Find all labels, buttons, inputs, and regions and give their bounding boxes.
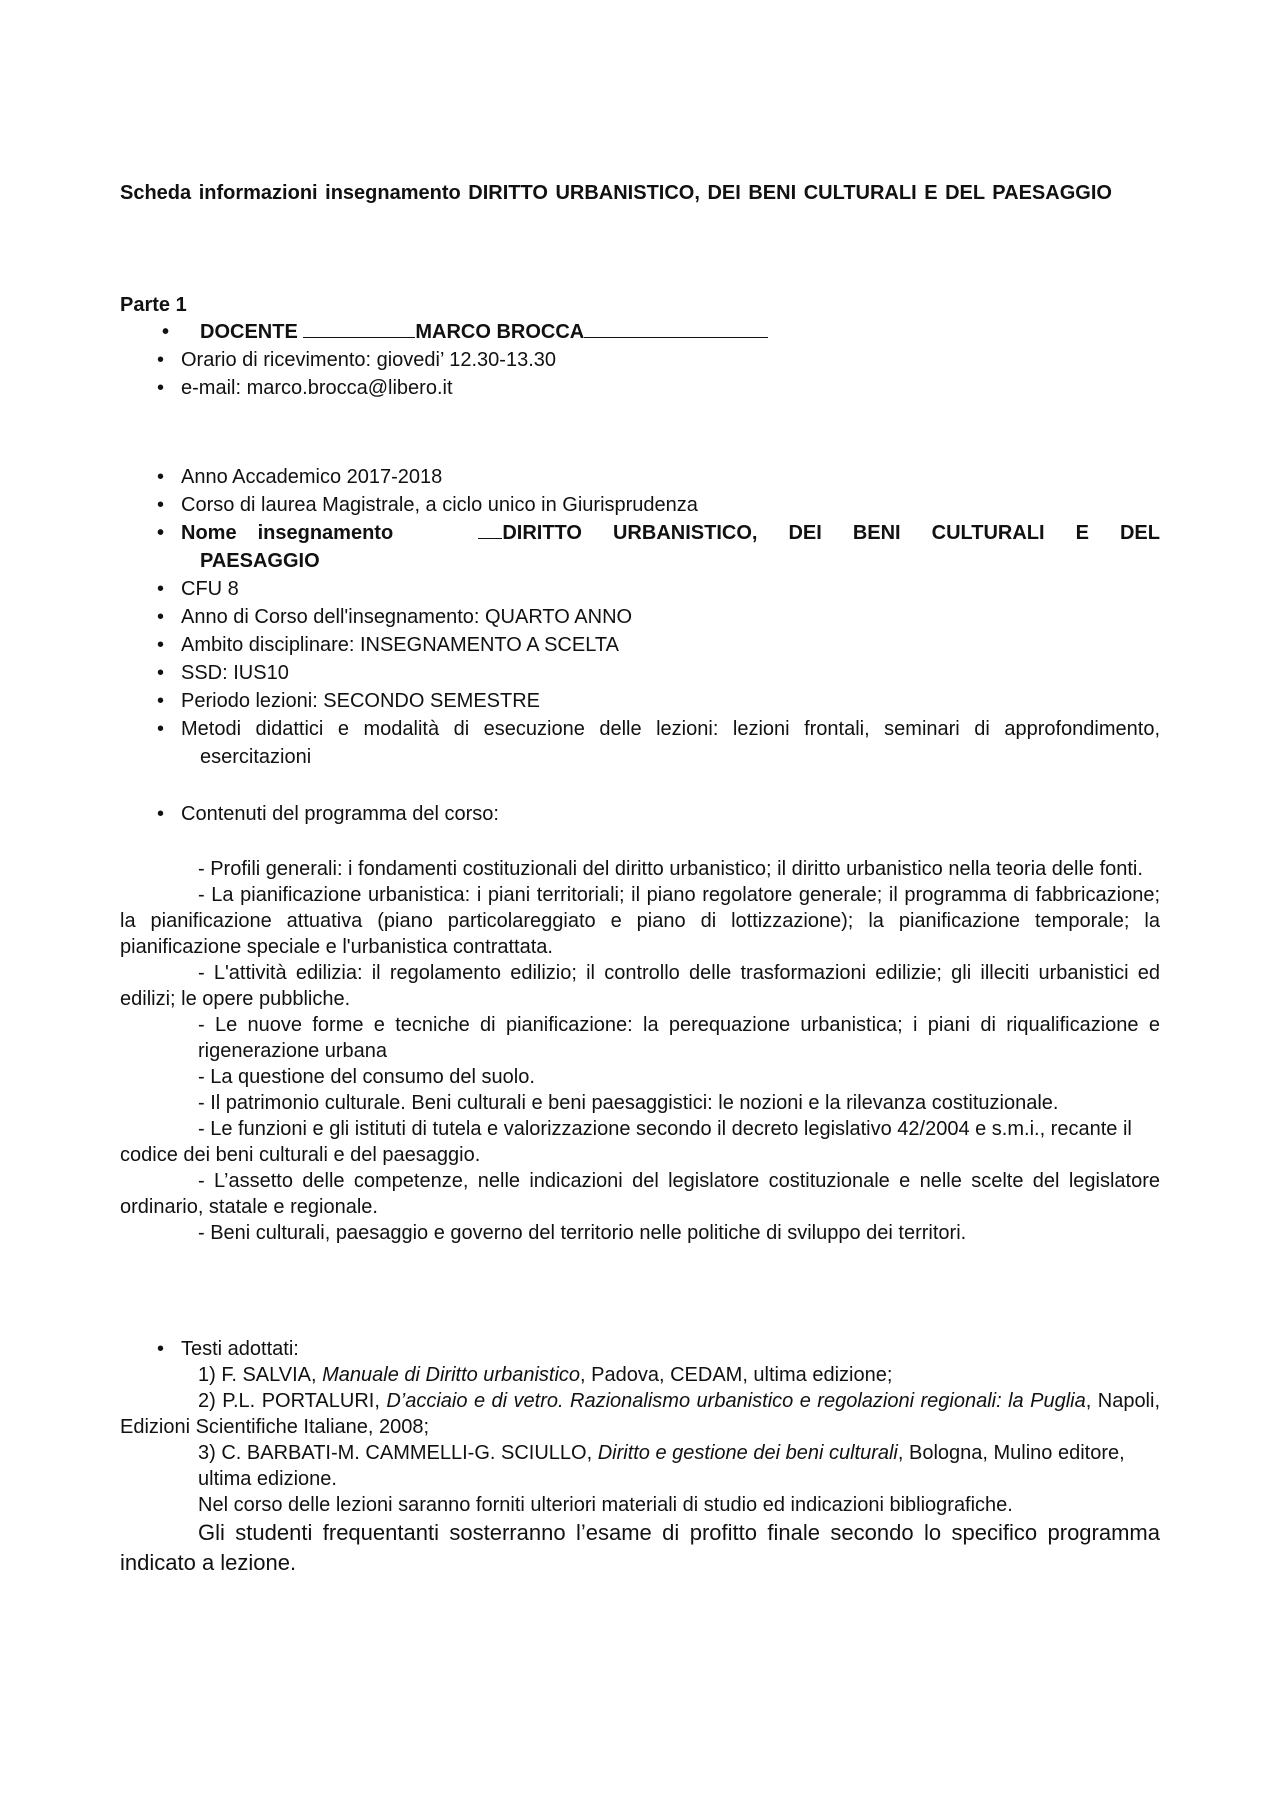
list-item-ambito: [120, 631, 1160, 659]
list-item-contenuti: [120, 800, 1160, 828]
list-item-anno-accademico: [120, 463, 1160, 491]
testo-2-publisher: , Napoli, Edizioni Scientifiche Italiane, 2008;: [120, 1390, 1161, 1438]
corso-text: Corso di laurea Magistrale, a ciclo unico in Giurisprudenza: [181, 494, 698, 516]
list-item-cfu: [120, 575, 1160, 603]
testo-3-author: 3) C. BARBATI-M. CAMMELLI-G. SCIULLO,: [198, 1442, 598, 1464]
testo-2-title: D’acciaio e di vetro. Razionalismo urbanistico e regolazioni regionali: la Puglia: [386, 1390, 1086, 1412]
anno-corso-text: Anno di Corso dell'insegnamento: QUARTO ANNO: [181, 606, 633, 628]
testi-heading: Testi adottati:: [181, 1338, 299, 1360]
bullet-icon: •: [157, 466, 165, 488]
testo-2: [120, 1388, 1160, 1440]
blank-line: [303, 319, 415, 338]
anno-accademico-text: Anno Accademico 2017-2018: [181, 466, 443, 488]
testo-3-publisher: , Bologna, Mulino editore, ultima edizione.: [198, 1442, 1125, 1490]
testi-list: [120, 1335, 1160, 1363]
bullet-icon: •: [157, 690, 165, 712]
testi-body: [120, 1362, 1160, 1578]
contenuti-item: - L’assetto delle competenze, nelle indicazioni del legislatore costituzionale e nelle scelte del legislatore ordinario, statale e regionale.: [120, 1170, 1160, 1218]
periodo-text: Periodo lezioni: SECONDO SEMESTRE: [181, 690, 541, 712]
bullet-icon: •: [157, 578, 165, 600]
list-item-email: [120, 374, 1160, 402]
testo-1-publisher: , Padova, CEDAM, ultima edizione;: [580, 1364, 893, 1386]
testo-2-author: 2) P.L. PORTALURI,: [198, 1390, 387, 1412]
testi-note-1: Nel corso delle lezioni saranno forniti ulteriori materiali di studio ed indicazioni bibliografiche.: [198, 1494, 1013, 1516]
contenuti-item: - La pianificazione urbanistica: i piani territoriali; il piano regolatore generale; il programma di fabbricazione; la pianificazione attuativa (piano particolareggiato e piano di lottizzazione); la pianificazione temporale; la pianificazione speciale e l'urbanistica contrattata.: [120, 884, 1160, 958]
list-item-corso: [120, 491, 1160, 519]
ssd-text: SSD: IUS10: [181, 662, 289, 684]
testo-1-author: 1) F. SALVIA,: [198, 1364, 323, 1386]
bullet-icon: •: [157, 718, 165, 740]
list-item-anno-corso: [120, 603, 1160, 631]
contenuti-item: - La questione del consumo del suolo.: [198, 1066, 535, 1088]
blank-line: [478, 520, 502, 539]
contenuti-item: - L'attività edilizia: il regolamento edilizio; il controllo delle trasformazioni edilizie; gli illeciti urbanistici ed edilizi; le opere pubbliche.: [120, 962, 1160, 1010]
contenuti-item: - Beni culturali, paesaggio e governo del territorio nelle politiche di sviluppo dei territori.: [198, 1222, 967, 1244]
list-item-metodi: [120, 715, 1160, 771]
contenuti-item: - Il patrimonio culturale. Beni culturali e beni paesaggistici: le nozioni e la rilevanza costituzionale.: [198, 1092, 1059, 1114]
nome-value: DIRITTO URBANISTICO, DEI BENI CULTURALI E DEL PAESAGGIO: [200, 522, 1160, 572]
nome-label: Nome insegnamento: [181, 522, 394, 544]
course-info-list: [120, 463, 1160, 771]
bullet-icon: •: [157, 349, 165, 371]
ambito-text: Ambito disciplinare: INSEGNAMENTO A SCELTA: [181, 634, 619, 656]
testo-1-title: Manuale di Diritto urbanistico: [322, 1364, 581, 1386]
testo-1: [120, 1362, 1160, 1388]
contenuti-item: - Le nuove forme e tecniche di pianificazione: la perequazione urbanistica; i piani di riqualificazione e rigenerazione urbana: [198, 1014, 1160, 1062]
list-item-testi: [120, 1335, 1160, 1363]
testi-note-2: Gli studenti frequentanti sosterranno l’esame di profitto finale secondo lo specifico programma indicato a lezione.: [120, 1520, 1160, 1575]
bullet-icon: •: [157, 494, 165, 516]
bullet-icon: •: [157, 377, 165, 399]
list-item-ssd: [120, 659, 1160, 687]
blank-line: [584, 319, 768, 338]
list-item-periodo: [120, 687, 1160, 715]
orario-text: Orario di ricevimento: giovedi’ 12.30-13.30: [181, 349, 557, 371]
bullet-icon: •: [157, 803, 165, 825]
docente-label: DOCENTE: [200, 321, 298, 343]
contenuti-list: [120, 800, 1160, 828]
teacher-list: [120, 318, 1160, 402]
bullet-icon: •: [157, 606, 165, 628]
section-heading-parte1: Parte 1: [120, 294, 187, 316]
bullet-icon: •: [162, 321, 170, 343]
cfu-text: CFU 8: [181, 578, 239, 600]
contenuti-item: - Le funzioni e gli istituti di tutela e valorizzazione secondo il decreto legislativo 42/2004 e s.m.i., recante il codice dei beni culturali e del paesaggio.: [120, 1118, 1132, 1166]
bullet-icon: •: [157, 662, 165, 684]
list-item-docente: [120, 318, 1160, 346]
bullet-icon: •: [157, 522, 165, 544]
bullet-icon: •: [157, 634, 165, 656]
email-text: e-mail: marco.brocca@libero.it: [181, 377, 453, 399]
testo-3-title: Diritto e gestione dei beni culturali: [597, 1442, 898, 1464]
document-title: Scheda informazioni insegnamento DIRITTO URBANISTICO, DEI BENI CULTURALI E DEL PAESAGGIO: [120, 182, 1112, 204]
docente-name: MARCO BROCCA: [415, 321, 585, 343]
bullet-icon: •: [157, 1338, 165, 1360]
contenuti-item: - Profili generali: i fondamenti costituzionali del diritto urbanistico; il diritto urbanistico nella teoria delle fonti.: [198, 858, 1143, 880]
contenuti-body: [120, 856, 1160, 1246]
testo-3: [120, 1440, 1160, 1492]
metodi-text: Metodi didattici e modalità di esecuzione delle lezioni: lezioni frontali, seminari di approfondimento, esercitazioni: [181, 718, 1160, 768]
list-item-orario: [120, 346, 1160, 374]
list-item-nome-insegnamento: [120, 519, 1160, 575]
contenuti-heading: Contenuti del programma del corso:: [181, 803, 499, 825]
